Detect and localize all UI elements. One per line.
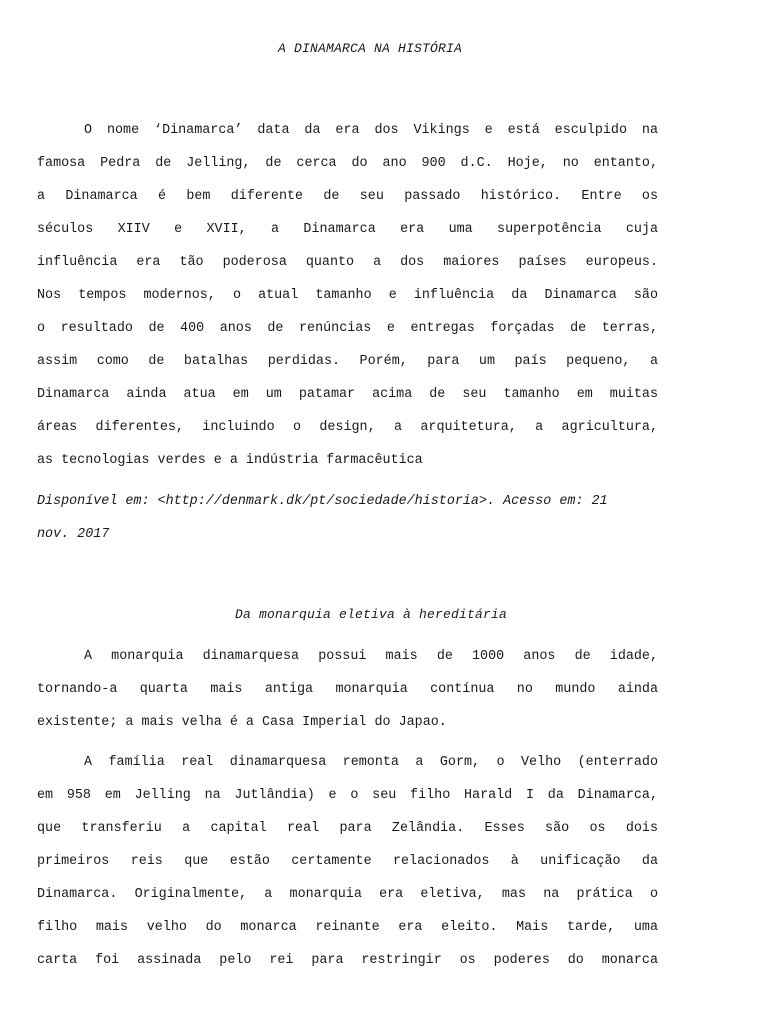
paragraph-line: assim como de batalhas perdidas. Porém, para um país pequeno, a [37,354,658,369]
paragraph-line: A monarquia dinamarquesa possui mais de 1000 anos de idade, [84,649,658,664]
paragraph-line: o resultado de 400 anos de renúncias e entregas forçadas de terras, [37,321,658,336]
source-citation [37,485,697,551]
paragraph-line: existente; a mais velha é a Casa Imperial do Japao. [37,715,447,730]
paragraph-line: as tecnologias verdes e a indústria farmacêutica [37,453,423,468]
paragraph-line: influência era tão poderosa quanto a dos maiores países europeus. [37,255,658,270]
paragraph-line: Dinamarca. Originalmente, a monarquia era eletiva, mas na prática o [37,887,658,902]
paragraph-line: séculos XIIV e XVII, a Dinamarca era uma superpotência cuja [37,222,658,237]
paragraph-line: Nos tempos modernos, o atual tamanho e influência da Dinamarca são [37,288,658,303]
paragraph-intro [37,114,658,477]
paragraph-line: filho mais velho do monarca reinante era eleito. Mais tarde, uma [37,920,658,935]
paragraph-royal-family [37,746,658,977]
paragraph-line: carta foi assinada pelo rei para restringir os poderes do monarca [37,953,658,968]
paragraph-line: A família real dinamarquesa remonta a Gorm, o Velho (enterrado [84,755,658,770]
paragraph-line: a Dinamarca é bem diferente de seu passado histórico. Entre os [37,189,658,204]
page-title: A DINAMARCA NA HISTÓRIA [277,41,463,56]
citation-line: Disponível em: <http://denmark.dk/pt/sociedade/historia>. Acesso em: 21 [37,494,608,509]
section-subtitle: Da monarquia eletiva à hereditária [234,607,508,622]
paragraph-line: tornando-a quarta mais antiga monarquia contínua no mundo ainda [37,682,658,697]
paragraph-line: O nome ‘Dinamarca’ data da era dos Vikings e está esculpido na [84,123,658,138]
paragraph-line: famosa Pedra de Jelling, de cerca do ano 900 d.C. Hoje, no entanto, [37,156,658,171]
paragraph-line: que transferiu a capital real para Zelândia. Esses são os dois [37,821,658,836]
paragraph-line: em 958 em Jelling na Jutlândia) e o seu filho Harald I da Dinamarca, [37,788,658,803]
paragraph-monarchy-age [37,640,658,739]
citation-line: nov. 2017 [37,527,110,542]
paragraph-line: áreas diferentes, incluindo o design, a arquitetura, a agricultura, [37,420,658,435]
paragraph-line: Dinamarca ainda atua em um patamar acima de seu tamanho em muitas [37,387,658,402]
paragraph-line: primeiros reis que estão certamente relacionados à unificação da [37,854,658,869]
